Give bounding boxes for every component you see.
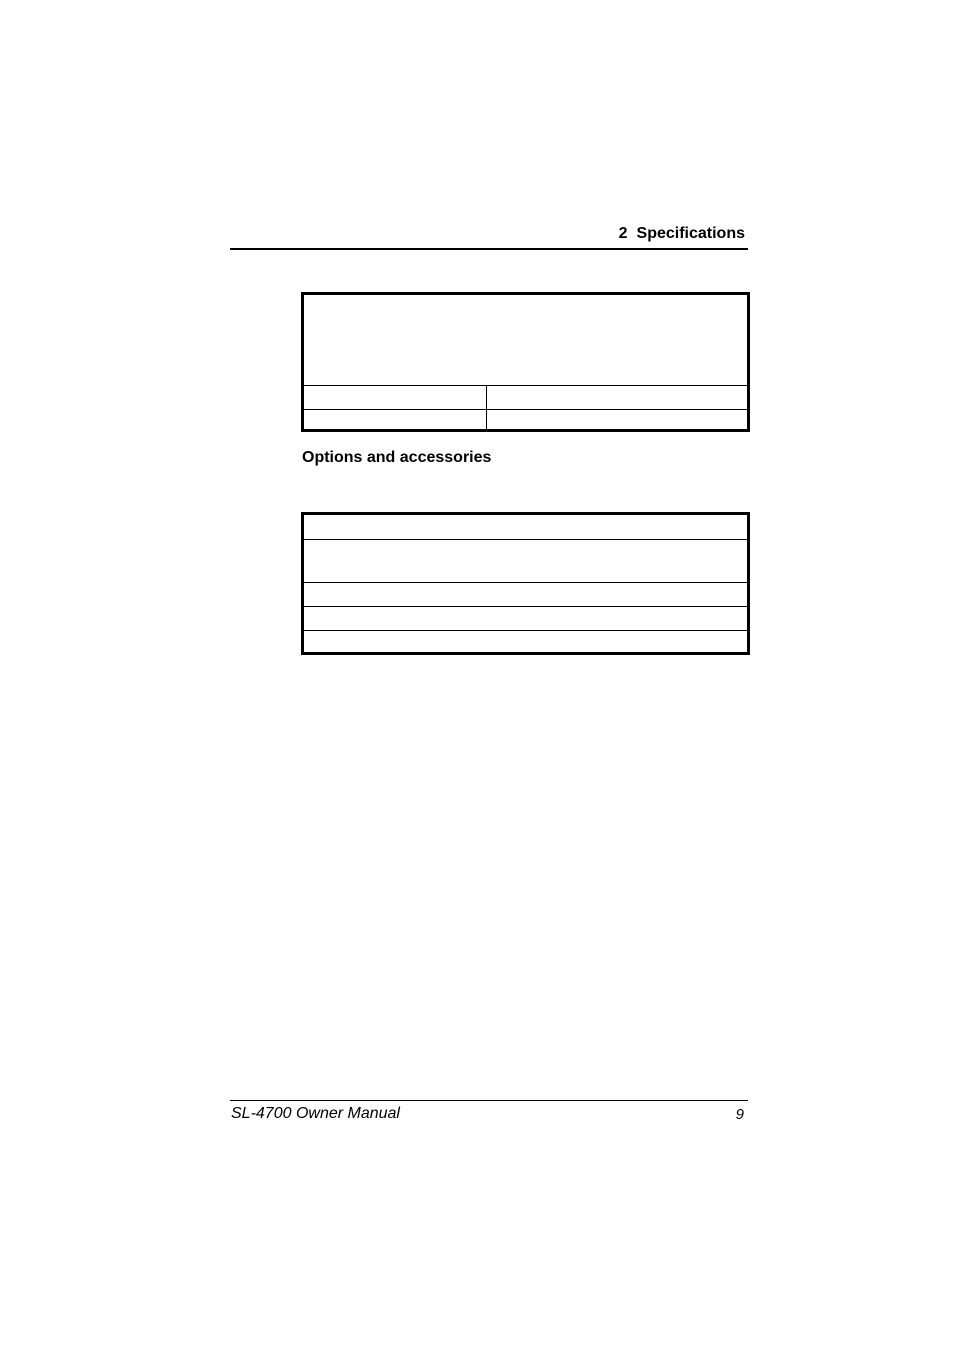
options-table-row xyxy=(304,583,747,607)
options-table-row xyxy=(304,607,747,631)
options-table-row xyxy=(304,540,747,583)
manual-title: SL-4700 Owner Manual xyxy=(231,1105,400,1122)
spec-table-row xyxy=(304,385,747,410)
specifications-table xyxy=(301,292,750,432)
chapter-title: Specifications xyxy=(636,225,745,242)
chapter-header xyxy=(619,225,745,243)
page-number: 9 xyxy=(735,1106,744,1123)
spec-table-header-cell xyxy=(304,295,747,386)
footer-rule xyxy=(230,1100,748,1101)
header-rule xyxy=(230,248,748,250)
chapter-number: 2 xyxy=(618,225,628,242)
options-table-row xyxy=(304,515,747,540)
options-table-row xyxy=(304,631,747,652)
options-table xyxy=(301,512,750,655)
spec-table-row xyxy=(304,410,747,429)
options-section-heading: Options and accessories xyxy=(302,449,492,466)
spec-table-column-divider xyxy=(486,385,487,429)
